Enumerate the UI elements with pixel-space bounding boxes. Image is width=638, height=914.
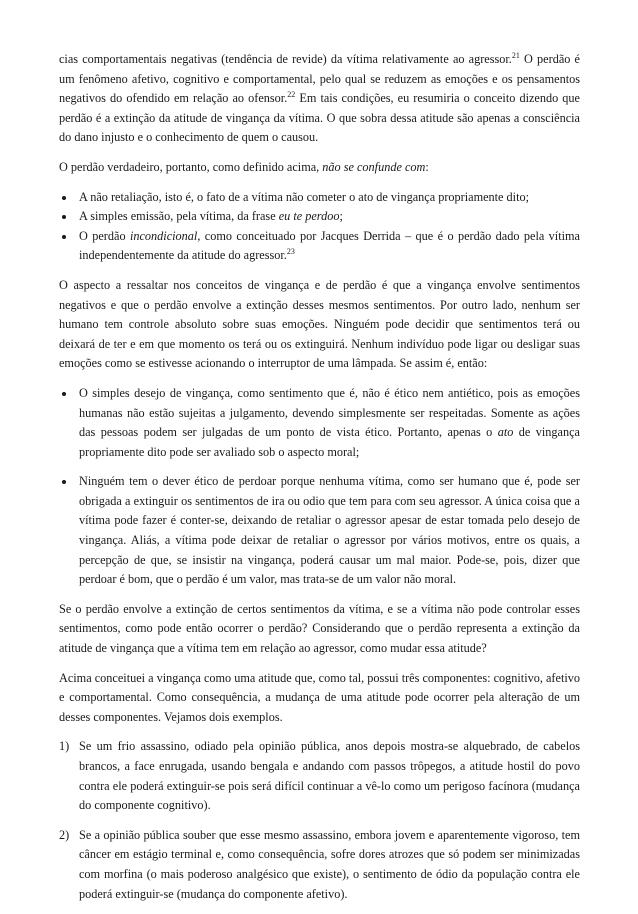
footnote-ref-22[interactable]: 22: [287, 90, 296, 100]
text-run: Em tais condições, eu resumiria o conceito dizendo que perdão é a extinção da atitude de vingança da vítima. O que sobra dessa atitude são apenas a consciência do dano injusto e o conhecimento de quem o causou.: [59, 91, 580, 145]
list-item-text: Se um frio assassino, odiado pela opinião pública, anos depois mostra-se alquebrado, de cabelos brancos, a face enrugada, usando bengala e andando com passos trôpegos, a atitude hostil do povo contra ele poderá extinguir-se pois será difícil continuar a vê-lo como um perigoso facínora (mudança do componente cognitivo).: [79, 739, 580, 813]
list-item-text: ;: [339, 209, 343, 224]
list-number: 1): [59, 739, 70, 754]
bullet-list-consequences: [59, 384, 580, 590]
document-page: [59, 50, 580, 914]
numbered-list-examples: [59, 737, 580, 904]
list-item: [59, 472, 580, 590]
list-item: [59, 384, 580, 462]
list-number: 2): [59, 827, 70, 842]
footnote-ref-23[interactable]: 23: [286, 247, 295, 257]
list-item: [59, 826, 580, 904]
list-item-text: Ninguém tem o dever ético de perdoar porque nenhuma vítima, como ser humano que é, pode ser obrigada a extinguir os sentimentos de ira ou odio que tem para com seu agressor. A única coisa que a vítima pode fazer é conter-se, deixando de retaliar o agressor apesar de estar tomada pelo desejo de vingança. Aliás, a vítima pode deixar de retaliar o agressor por vários motivos, entre os quais, a percepção de que, se insistir na vingança, poderá causar um mal maior. Pode-se, pois, dizer que perdoar é bom, que o perdão é um valor, mas trata-se de um valor não moral.: [79, 474, 580, 587]
list-item-text: A simples emissão, pela vítima, da frase: [79, 209, 279, 224]
paragraph-how-forgiveness-occurs: Se o perdão envolve a extinção de certos sentimentos da vítima, e se a vítima não pode controlar esses sentimentos, como pode então ocorrer o perdão? Considerando que o perdão representa a extinção da atitude de vingança que a vítima tem em relação ao agressor, como mudar essa atitude?: [59, 601, 580, 656]
text-run: :: [425, 159, 429, 174]
list-item-text: O simples desejo de vingança, como sentimento que é, não é ético nem antiético, pois as emoções humanas não estão sujeitas a julgamento, devendo simplesmente ser respeitadas. Somente as ações das pessoas podem ser julgadas de um ponto de vista ético. Portanto, apenas o: [79, 385, 580, 440]
text-run: cias comportamentais negativas (tendência de revide) da vítima relativamente ao agressor.: [59, 52, 512, 66]
paragraph-true-forgiveness: [59, 158, 580, 178]
bullet-list-not-confused-with: [59, 188, 580, 266]
emphasis: incondicional: [129, 228, 198, 243]
text-run: O perdão verdadeiro, portanto, como definido acima,: [59, 159, 323, 174]
list-item-text: Se a opinião pública souber que esse mesmo assassino, embora jovem e aparentemente vigoroso, tem câncer em estágio terminal e, como consequência, sofre dores atrozes que só podem ser minimizadas com morfina (o mais poderoso analgésico que existe), o sentimento de ódio da população contra ele poderá extinguir-se (mudança do componente afetivo).: [79, 827, 580, 901]
paragraph-attitude-components: Acima conceituei a vingança como uma atitude que, como tal, possui três componentes: cognitivo, afetivo e comportamental. Como consequência, a mudança de uma atitude pode ocorrer pela alteração de um desses componentes. Vejamos dois exemplos.: [59, 670, 580, 724]
list-item: [59, 188, 580, 208]
emphasis: não se confunde com: [322, 159, 426, 174]
list-item-text: , como conceituado por Jacques Derrida – que é o perdão dado pela vítima independentemente da atitude do agressor.: [79, 228, 580, 263]
list-item-text: de vingança propriamente dito pode ser avaliado sob o aspecto moral;: [79, 425, 580, 459]
paragraph-forgiveness-definition: [59, 50, 580, 148]
list-item: [59, 737, 580, 815]
paragraph-emotions-control: O aspecto a ressaltar nos conceitos de vingança e de perdão é que a vingança envolve sentimentos negativos e que o perdão envolve a extinção desses mesmos sentimentos. Por outro lado, nenhum ser humano tem controle absoluto sobre suas emoções. Ninguém pode decidir que sentimentos terá ou deixará de ter e em que momento os terá ou os extinguirá. Nenhum indivíduo pode ligar ou desligar suas emoções como se estivesse acionando o interruptor de uma lâmpada. Se assim é, então:: [59, 277, 580, 371]
footnote-ref-21[interactable]: 21: [511, 50, 520, 60]
emphasis: ato: [497, 425, 514, 440]
emphasis: eu te perdoo: [278, 209, 340, 224]
text-run: O perdão é um fenômeno afetivo, cognitivo e comportamental, pelo qual se reduzem as emoções e os pensamentos negativos do ofendido em relação ao ofensor.: [59, 52, 580, 106]
list-item: [59, 227, 580, 266]
list-item-text: A não retaliação, isto é, o fato de a vítima não cometer o ato de vingança propriamente dito;: [79, 189, 530, 204]
list-item: [59, 207, 580, 227]
list-item-text: O perdão: [79, 228, 130, 243]
